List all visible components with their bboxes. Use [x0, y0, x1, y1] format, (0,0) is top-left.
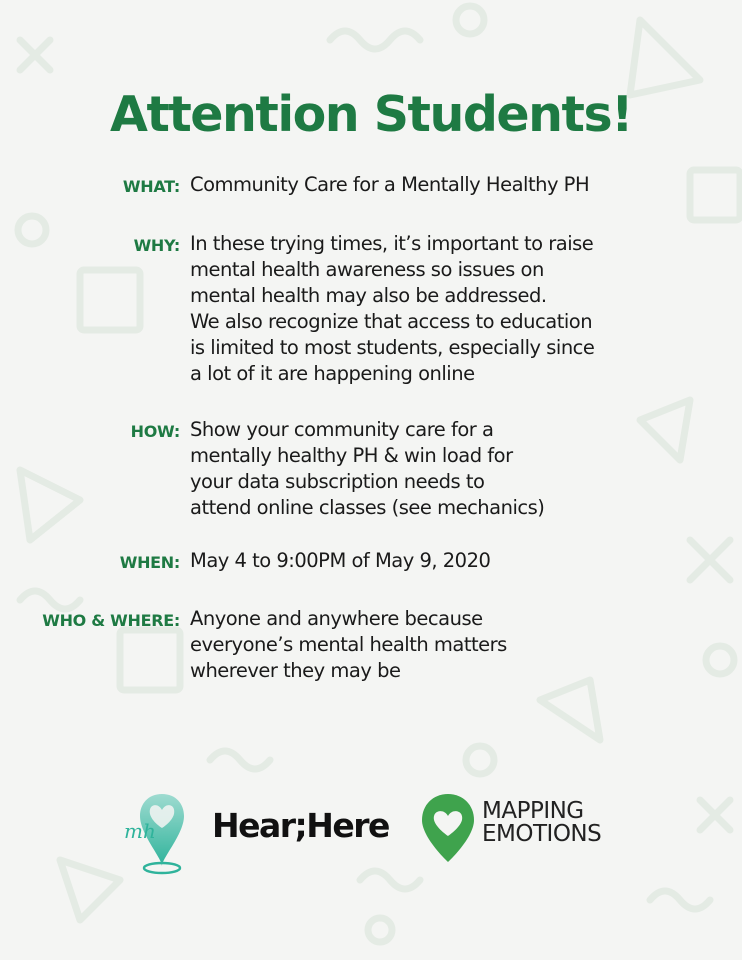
info-row-what [0, 172, 742, 200]
location-heart-icon [120, 788, 200, 880]
mapping-emotions-line: MAPPING [482, 798, 584, 824]
info-label: WHEN: [119, 553, 180, 572]
info-text [190, 548, 670, 574]
page-title: Attention Students! [110, 86, 632, 143]
info-line: attend online classes (see mechanics) [190, 496, 545, 519]
info-line: wherever they may be [190, 659, 401, 682]
info-line: everyone’s mental health matters [190, 633, 507, 656]
info-line: is limited to most students, especially since [190, 336, 595, 359]
info-label: WHY: [133, 236, 180, 255]
info-label: WHAT: [122, 177, 180, 196]
info-text [190, 231, 670, 387]
info-line: May 4 to 9:00PM of May 9, 2020 [190, 549, 491, 572]
mh-logo-text: mh [124, 819, 156, 843]
mapping-emotions-line: EMOTIONS [482, 821, 602, 847]
info-line: Anyone and anywhere because [190, 607, 483, 630]
info-line: We also recognize that access to education [190, 310, 593, 333]
info-row-who-where [0, 606, 742, 684]
info-line: In these trying times, it’s important to raise [190, 232, 594, 255]
info-line: Community Care for a Mentally Healthy PH [190, 173, 590, 196]
map-pin-heart-icon [420, 792, 476, 864]
hear-here-logo: Hear;Here [212, 806, 389, 845]
info-line: your data subscription needs to [190, 470, 485, 493]
info-label: WHO & WHERE: [42, 611, 180, 630]
mapping-emotions-logo [482, 800, 601, 846]
info-line: a lot of it are happening online [190, 362, 475, 385]
info-text [190, 606, 670, 684]
info-line: Show your community care for a [190, 418, 494, 441]
info-label: HOW: [130, 422, 180, 441]
info-text [190, 172, 670, 198]
info-line: mental health may also be addressed. [190, 284, 547, 307]
partner-logos [0, 780, 742, 880]
info-row-how [0, 417, 742, 521]
info-row-when [0, 548, 742, 576]
info-line: mental health awareness so issues on [190, 258, 544, 281]
info-text [190, 417, 670, 521]
info-list [0, 172, 742, 684]
info-line: mentally healthy PH & win load for [190, 444, 513, 467]
info-row-why [0, 231, 742, 387]
